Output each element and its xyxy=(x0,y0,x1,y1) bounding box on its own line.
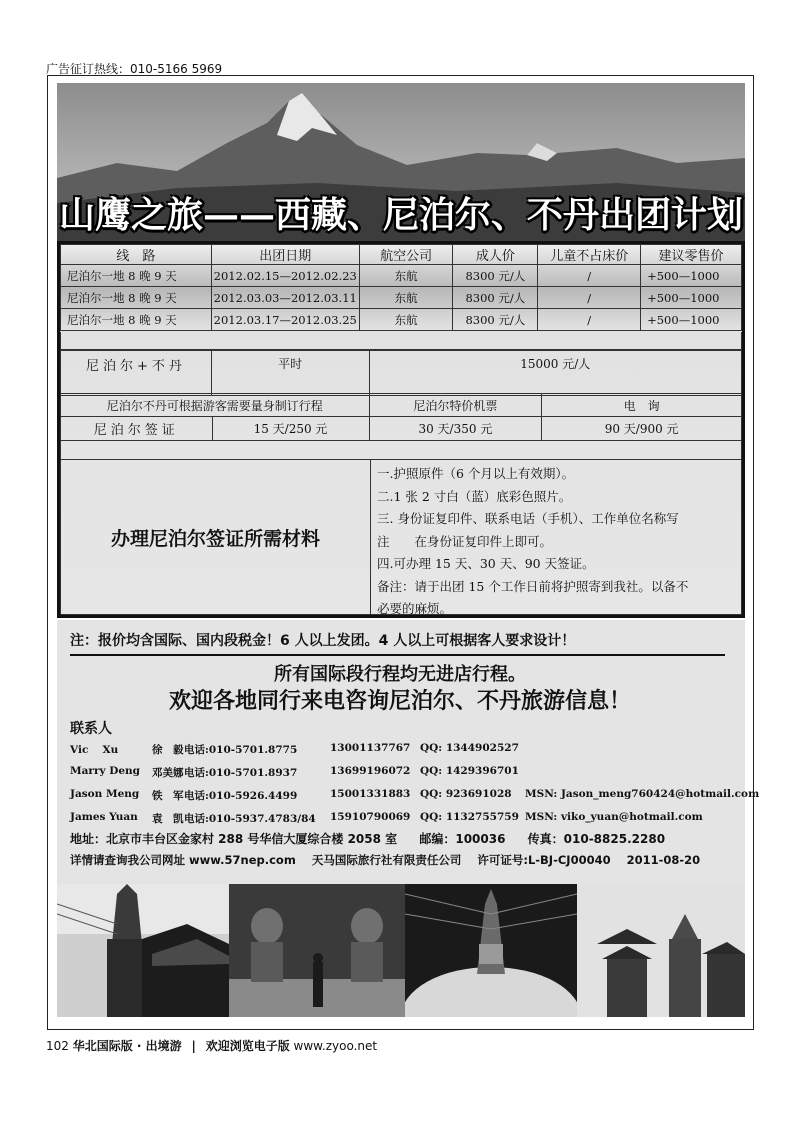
photo-strip xyxy=(57,884,745,1017)
contact-mobile: 15001331883 xyxy=(330,788,411,800)
contact-mobile: 13699196072 xyxy=(330,765,411,777)
adult-price-cell: 8300 元/人 xyxy=(453,309,538,331)
list-item: 四.可办理 15 天、30 天、90 天签证。 xyxy=(377,556,595,571)
contact-phone: 电话:010-5701.8937 xyxy=(184,767,298,779)
contact-en-name: James Yuan xyxy=(70,811,138,823)
table-row xyxy=(61,287,742,309)
dates-cell: 2012.03.17—2012.03.25 xyxy=(211,309,359,331)
fax: 传真：010-8825.2280 xyxy=(527,832,666,846)
visa-option-15: 15 天/250 元 xyxy=(253,422,328,436)
retail-price-cell: +500—1000 xyxy=(641,309,742,331)
contact-phone: 电话:010-5926.4499 xyxy=(184,790,298,802)
list-item: 备注：请于出团 15 个工作日前将护照寄到我社。以备不 xyxy=(377,578,689,594)
contacts-title: 联系人 xyxy=(70,721,112,737)
address: 地址：北京市丰台区金家村 288 号华信大厦综合楼 2058 室 xyxy=(70,832,398,846)
contact-qq: QQ: 1344902527 xyxy=(420,742,519,754)
retail-price-cell: +500—1000 xyxy=(641,265,742,287)
child-price-cell: / xyxy=(538,265,641,287)
stupa-pagoda-photo xyxy=(57,884,229,1017)
promo-text: 欢迎浏览电子版 xyxy=(205,1039,290,1053)
visa-option-30: 30 天/350 元 xyxy=(369,417,542,441)
departure-schedule-table xyxy=(60,244,742,331)
airline-cell: 东航 xyxy=(359,287,453,309)
license-number: 许可证号:L-BJ-CJ00040 xyxy=(477,853,611,867)
contact-row xyxy=(70,788,759,811)
materials-title: 办理尼泊尔签证所需材料 xyxy=(61,460,371,614)
contact-cn-name: 徐 毅 xyxy=(152,744,184,756)
spacer-row xyxy=(60,332,742,350)
contact-msn: MSN: viko_yuan@hotmail.com xyxy=(525,811,703,823)
address-line xyxy=(70,830,683,847)
adult-price-cell: 8300 元/人 xyxy=(453,265,538,287)
services-visa-table xyxy=(60,393,742,441)
period-cell: 平时 xyxy=(211,351,369,396)
adult-price-cell: 8300 元/人 xyxy=(453,287,538,309)
footer-url[interactable]: www.zyoo.net xyxy=(293,1039,378,1053)
list-item: 一.护照原件（6 个月以上有效期）。 xyxy=(377,466,575,481)
contact-qq: QQ: 923691028 xyxy=(420,788,512,800)
airline-cell: 东航 xyxy=(359,265,453,287)
issue-date: 2011-08-20 xyxy=(626,853,701,867)
list-item: 注 在身份证复印件上即可。 xyxy=(377,533,553,549)
contact-cn-name: 邓美娜 xyxy=(152,767,184,779)
nepal-bhutan-row xyxy=(61,351,742,396)
retail-price-cell: +500—1000 xyxy=(641,287,742,309)
contact-qq: QQ: 1132755759 xyxy=(420,811,519,823)
table-header-row xyxy=(61,245,742,265)
contact-row xyxy=(70,765,759,788)
contact-cn-name: 铁 军 xyxy=(152,790,184,802)
contact-msn: MSN: Jason_meng760424@hotmail.com xyxy=(525,788,760,800)
contact-phone: 电话:010-5937.4783/84 xyxy=(184,813,316,825)
services-row xyxy=(61,394,742,417)
dates-cell: 2012.03.03—2012.03.11 xyxy=(211,287,359,309)
durbar-square-photo xyxy=(577,884,745,1017)
postcode: 邮编：100036 xyxy=(419,832,506,846)
child-price-cell: / xyxy=(538,309,641,331)
contact-cn-name: 袁 凯 xyxy=(152,813,184,825)
section-name: 华北国际版 · 出境游 xyxy=(72,1039,182,1053)
materials-list xyxy=(377,463,739,621)
footer-separator: | xyxy=(191,1039,196,1053)
page-number: 102 xyxy=(46,1039,69,1053)
list-item: 必要的麻烦。 xyxy=(377,601,453,616)
nepal-bhutan-label: 尼泊尔+不丹 xyxy=(61,351,212,396)
custom-itinerary-cell: 尼泊尔不丹可根据游客需要量身制订行程 xyxy=(61,394,370,417)
contact-mobile: 13001137767 xyxy=(330,742,411,754)
price-cell: 15000 元/人 xyxy=(369,351,741,396)
header-dates: 出团日期 xyxy=(211,245,359,265)
contact-qq: QQ: 1429396701 xyxy=(420,765,519,777)
banner-title: 山鹰之旅——西藏、尼泊尔、不丹出团计划 xyxy=(58,194,743,236)
visa-row xyxy=(61,417,742,441)
header-retail-price: 建议零售价 xyxy=(641,245,742,265)
website: 详情请查询我公司网址 www.57nep.com xyxy=(70,853,296,867)
list-item: 三. 身份证复印件、联系电话（手机）、工作单位名称写 xyxy=(377,511,679,526)
header-child-price: 儿童不占床价 xyxy=(538,245,641,265)
ad-hotline: 广告征订热线：010-5166 5969 xyxy=(46,62,223,76)
special-tickets-cell: 尼泊尔特价机票 xyxy=(369,394,542,417)
company-name: 天马国际旅行社有限责任公司 xyxy=(311,853,462,867)
header-adult-price: 成人价 xyxy=(453,245,538,265)
table-row xyxy=(61,309,742,331)
visa-option-90: 90 天/900 元 xyxy=(542,417,742,441)
airline-cell: 东航 xyxy=(359,309,453,331)
visa-label xyxy=(61,417,370,441)
dates-cell: 2012.02.15—2012.02.23 xyxy=(211,265,359,287)
contacts-list xyxy=(70,742,759,834)
contact-en-name: Marry Deng xyxy=(70,765,141,777)
price-note: 注：报价均含国际、国内段税金！6 人以上发团。4 人以上可根据客人要求设计！ xyxy=(70,630,725,656)
spacer-row xyxy=(60,439,742,460)
child-price-cell: / xyxy=(538,287,641,309)
list-item: 二.1 张 2 寸白（蓝）底彩色照片。 xyxy=(377,488,572,504)
contact-en-name: Jason Meng xyxy=(70,788,140,800)
welcome-note: 欢迎各地同行来电咨询尼泊尔、不丹旅游信息！ xyxy=(168,689,631,714)
contact-mobile: 15910790069 xyxy=(330,811,411,823)
route-cell: 尼泊尔一地 8 晚 9 天 xyxy=(61,265,212,287)
temple-statues-photo xyxy=(229,884,405,1017)
table-row xyxy=(61,265,742,287)
route-cell: 尼泊尔一地 8 晚 9 天 xyxy=(61,287,212,309)
contact-phone: 电话:010-5701.8775 xyxy=(184,744,298,756)
page-footer xyxy=(46,1037,377,1054)
visa-materials-section xyxy=(60,460,742,615)
boudhanath-stupa-photo xyxy=(405,884,577,1017)
contact-en-name: Vic Xu xyxy=(70,744,119,756)
mountain-banner xyxy=(57,83,745,241)
route-cell: 尼泊尔一地 8 晚 9 天 xyxy=(61,309,212,331)
visa-label-text: 尼泊尔签证 xyxy=(61,417,212,440)
inquiry-cell: 电 询 xyxy=(542,394,742,417)
nepal-bhutan-table xyxy=(60,350,742,396)
website-line xyxy=(70,852,712,868)
no-shopping-note: 所有国际段行程均无进店行程。 xyxy=(274,664,526,685)
header-route: 线 路 xyxy=(61,245,212,265)
header-airline: 航空公司 xyxy=(359,245,453,265)
contact-row xyxy=(70,742,759,765)
